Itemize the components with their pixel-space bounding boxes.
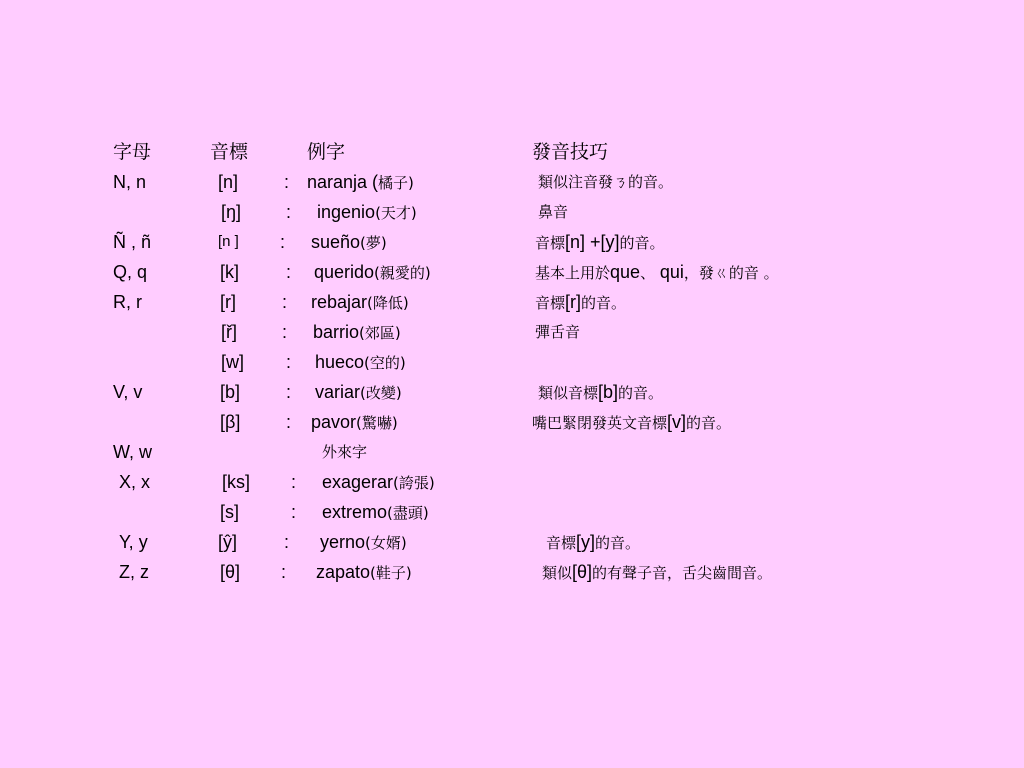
example-word: zapato xyxy=(316,562,371,582)
example-gloss: (鞋子) xyxy=(370,564,412,582)
phonetic-cell: [ks] xyxy=(222,472,251,492)
example-cell xyxy=(316,560,412,584)
technique-text: [θ] xyxy=(572,562,593,582)
technique-text: [b] xyxy=(598,382,619,402)
phonetic-cell: [β] xyxy=(220,412,241,432)
letter-cell: Q, q xyxy=(113,262,148,282)
example-gloss: (郊區) xyxy=(359,324,401,342)
colon-separator: : xyxy=(286,202,292,222)
technique-cell xyxy=(535,230,665,254)
colon-separator: : xyxy=(282,292,288,312)
colon-separator: : xyxy=(286,412,292,432)
letter-cell: Z, z xyxy=(119,562,149,582)
technique-cell xyxy=(532,410,731,434)
example-cell xyxy=(322,500,429,524)
header-phonetic: 音標 xyxy=(210,141,249,163)
example-word: naranja ( xyxy=(307,172,379,192)
phonetic-cell: [ŷ] xyxy=(218,532,238,552)
technique-cell xyxy=(538,380,663,404)
phonetic-cell: [θ] xyxy=(220,562,241,582)
phonetic-cell: [b] xyxy=(220,382,241,402)
technique-text: 音標 xyxy=(535,234,566,252)
phonetic-cell: [ř] xyxy=(221,322,237,342)
example-word: hueco xyxy=(315,352,365,372)
example-cell xyxy=(317,200,417,224)
example-cell xyxy=(322,440,367,464)
example-gloss: (誇張) xyxy=(393,474,435,492)
letter-cell: X, x xyxy=(119,472,151,492)
example-word: pavor xyxy=(311,412,357,432)
example-cell xyxy=(313,320,401,344)
example-gloss: (空的) xyxy=(364,354,406,372)
technique-text: 鼻音 xyxy=(538,203,569,221)
colon-separator: : xyxy=(281,562,287,582)
technique-text: 的有聲子音，舌尖齒間音。 xyxy=(592,564,773,582)
technique-text: 類似 xyxy=(542,564,573,582)
letter-cell: N, n xyxy=(113,172,147,192)
example-gloss: (親愛的) xyxy=(374,264,431,282)
example-cell xyxy=(311,290,409,314)
example-word: variar xyxy=(315,382,361,402)
example-gloss: (降低) xyxy=(367,294,409,312)
technique-text: 類似注音發ㄋ的音。 xyxy=(538,173,674,191)
colon-separator: : xyxy=(286,382,292,402)
technique-text: 彈舌音 xyxy=(535,323,581,341)
colon-separator: : xyxy=(284,172,290,192)
technique-cell xyxy=(542,560,772,584)
technique-cell xyxy=(535,290,626,314)
example-cell xyxy=(322,470,435,494)
technique-text: 的音。 xyxy=(595,534,641,552)
example-cell xyxy=(311,410,398,434)
example-word: sueño xyxy=(311,232,361,252)
example-gloss: (女婿) xyxy=(365,534,407,552)
example-word: ingenio xyxy=(317,202,376,222)
technique-text: [y] xyxy=(576,532,596,552)
technique-cell xyxy=(538,170,673,194)
technique-text: 嘴巴緊閉發英文音標 xyxy=(532,414,668,432)
phonetic-cell: [ŋ] xyxy=(221,202,242,222)
example-cell xyxy=(315,380,402,404)
technique-text: 類似音標 xyxy=(538,384,599,402)
technique-text: [n] +[y] xyxy=(565,232,620,252)
example-cell xyxy=(315,350,406,374)
phonetic-cell: [r] xyxy=(220,292,236,312)
technique-text: 音標 xyxy=(546,534,577,552)
colon-separator: : xyxy=(286,262,292,282)
technique-text: ，發ㄍ的音 。 xyxy=(683,264,779,282)
phonetic-cell: [n] xyxy=(218,172,239,192)
technique-cell xyxy=(535,320,580,344)
letter-cell: W, w xyxy=(113,442,152,462)
example-gloss: 橘子) xyxy=(378,174,414,192)
technique-text: 的音。 xyxy=(686,414,732,432)
phonetic-cell: [s] xyxy=(220,502,240,522)
technique-text: 的音。 xyxy=(581,294,627,312)
example-word: querido xyxy=(314,262,375,282)
phonetic-cell: [n ] xyxy=(218,233,239,250)
example-word: extremo xyxy=(322,502,388,522)
letter-cell: R, r xyxy=(113,292,142,312)
letter-cell: V, v xyxy=(113,382,143,402)
example-word: yerno xyxy=(320,532,366,552)
example-word: rebajar xyxy=(311,292,368,312)
technique-text: 的音。 xyxy=(618,384,664,402)
technique-text: 的音。 xyxy=(619,234,665,252)
letter-cell: Y, y xyxy=(119,532,148,552)
header-letter: 字母 xyxy=(113,141,152,163)
colon-separator: : xyxy=(291,472,297,492)
example-gloss: (夢) xyxy=(360,234,387,252)
colon-separator: : xyxy=(284,532,290,552)
technique-text: que xyxy=(610,262,641,282)
example-word: exagerar xyxy=(322,472,394,492)
example-cell xyxy=(307,170,414,194)
example-gloss: (盡頭) xyxy=(387,504,429,522)
phonetic-cell: [w] xyxy=(221,352,245,372)
technique-text: [r] xyxy=(565,292,582,312)
technique-cell xyxy=(546,530,640,554)
example-gloss: (改變) xyxy=(360,384,402,402)
technique-text: 、 xyxy=(640,264,660,282)
example-cell xyxy=(314,260,431,284)
example-word: barrio xyxy=(313,322,360,342)
technique-text: qui xyxy=(659,262,684,282)
example-gloss: (驚嚇) xyxy=(356,414,398,432)
colon-separator: : xyxy=(280,232,286,252)
technique-text: [v] xyxy=(667,412,687,432)
header-example: 例字 xyxy=(307,141,346,163)
header-technique: 發音技巧 xyxy=(532,141,609,163)
technique-cell xyxy=(538,200,568,224)
example-gloss: (天才) xyxy=(375,204,417,222)
technique-text: 基本上用於 xyxy=(535,264,611,282)
colon-separator: : xyxy=(282,322,288,342)
colon-separator: : xyxy=(286,352,292,372)
technique-cell xyxy=(535,260,779,284)
example-cell xyxy=(311,230,387,254)
technique-text: 音標 xyxy=(535,294,566,312)
colon-separator: : xyxy=(291,502,297,522)
example-cell xyxy=(320,530,407,554)
example-gloss: 外來字 xyxy=(322,443,368,461)
phonetic-cell: [k] xyxy=(220,262,240,282)
letter-cell: Ñ , ñ xyxy=(113,232,152,252)
